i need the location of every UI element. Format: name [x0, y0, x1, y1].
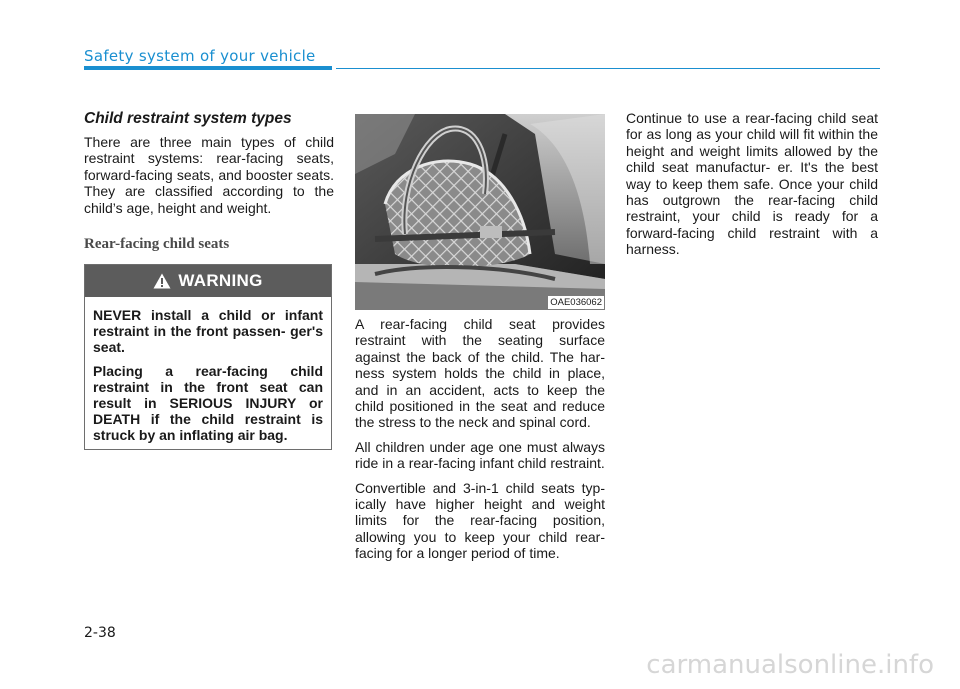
intro-paragraph: There are three main types of child restraint systems: rear-facing seats, forward-facing seats, and booster seats. They are classified according to the child’s age, height and weight. [84, 134, 334, 216]
section-title: Child restraint system types [84, 110, 292, 127]
right-paragraph: Continue to use a rear-facing child seat for as long as your child will fit within the height and weight limits allowed by the child seat manufactur- er. It's the best way to keep them safe. Once your child has outgrown the rear-facing child restraint, your child is ready for a forward-facing child restraint with a harness. [626, 110, 878, 258]
subheading-rear-facing: Rear-facing child seats [84, 236, 230, 253]
section-header-title: Safety system of your vehicle [84, 47, 316, 65]
child-seat-illustration [355, 114, 605, 310]
middle-paragraph: A rear-facing child seat provides restraint with the seating surface against the back of the child. The har- ness system holds the child in place, and in an accident, acts to keep the child positioned in the seat and reduce the stress to the neck and spinal cord. [355, 316, 605, 431]
middle-paragraph: All children under age one must always ride in a rear-facing infant child restraint. [355, 438, 605, 472]
header-rule [336, 68, 880, 69]
warning-paragraph: NEVER install a child or infant restraint in the front passen- ger's seat. [93, 307, 323, 356]
warning-header [85, 265, 331, 297]
warning-triangle-icon [153, 273, 171, 289]
right-column [626, 110, 878, 266]
warning-box [84, 264, 332, 450]
left-column [84, 110, 334, 253]
middle-paragraph: Convertible and 3-in-1 child seats typ- ically have higher height and weight limits for the rear-facing position, allowing you to keep your child rear- facing for a longer period of time. [355, 479, 605, 562]
page-number: 2-38 [84, 625, 116, 641]
middle-column [355, 316, 605, 570]
warning-body [85, 297, 331, 444]
figure-code: OAE036062 [550, 297, 602, 308]
rear-facing-child-seat-image [355, 114, 605, 310]
site-watermark: carmanualsonline.info [646, 650, 934, 680]
header-rule-accent [84, 66, 332, 70]
warning-paragraph: Placing a rear-facing child restraint in the front seat can result in SERIOUS INJURY or DEATH if the child restraint is struck by an inflating air bag. [93, 362, 323, 444]
warning-label: WARNING [178, 271, 263, 290]
